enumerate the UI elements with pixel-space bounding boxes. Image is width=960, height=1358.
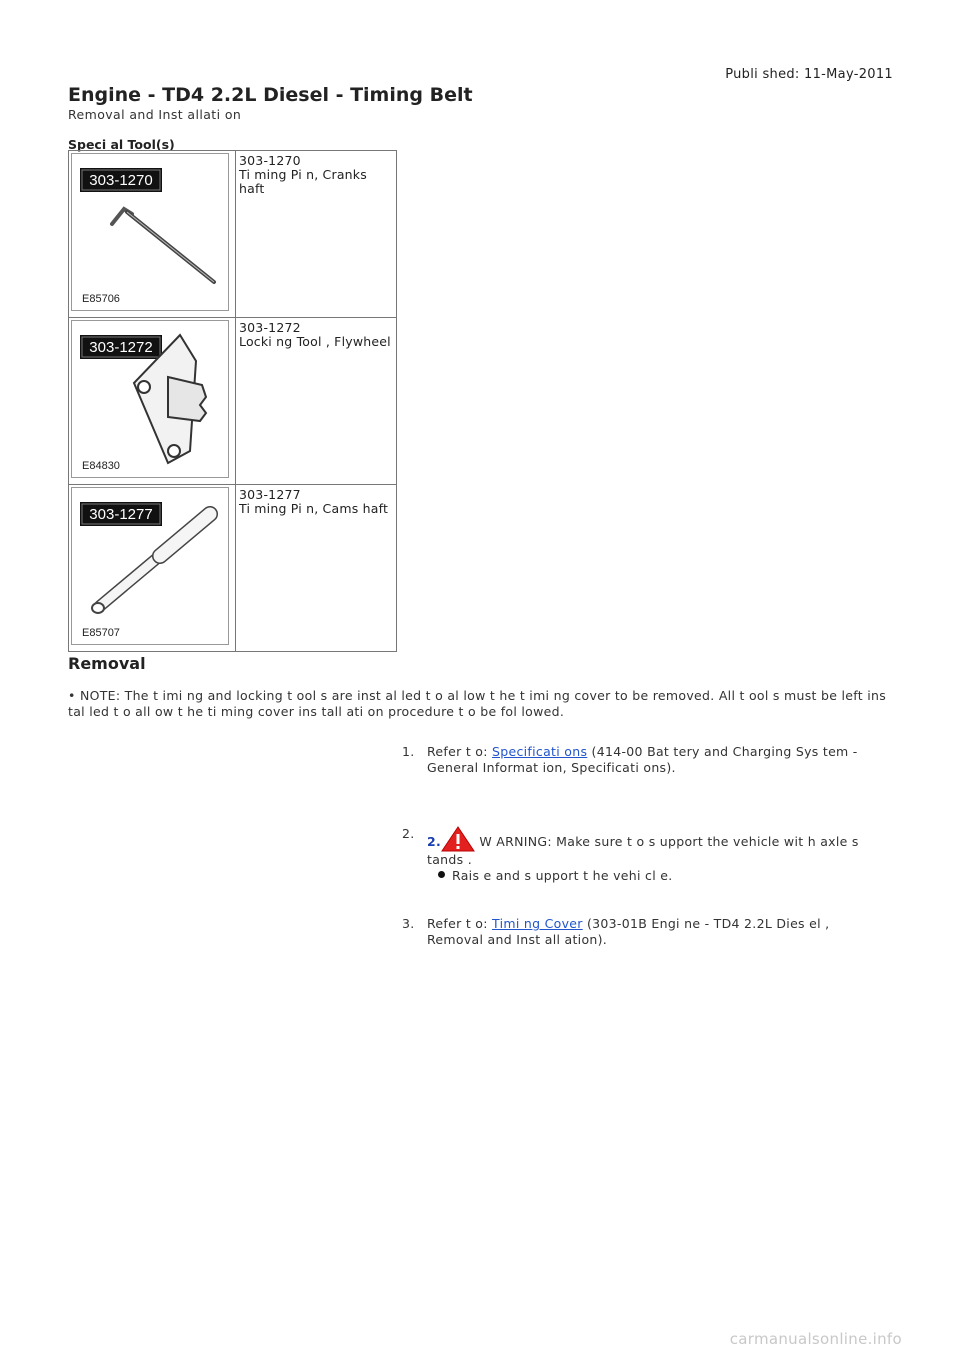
specifications-link[interactable]: Specificati ons	[492, 744, 588, 759]
tool-row	[69, 485, 397, 652]
tool-part-label: 303-1270	[89, 172, 153, 189]
step-number: 2.	[402, 826, 415, 841]
warning-triangle-icon	[441, 826, 475, 852]
tool-name: Ti ming Pi n, Cranks haft	[239, 167, 367, 196]
page-subtitle: Removal and Inst allati on	[68, 107, 242, 122]
special-tools-table	[68, 150, 397, 652]
special-tools-heading: Speci al Tool(s)	[68, 137, 175, 152]
warning-number: 2.	[427, 834, 442, 849]
tool-number: 303-1277	[239, 487, 301, 502]
crankshaft-timing-pin-icon	[71, 153, 229, 311]
step-body	[427, 826, 887, 868]
step-prefix: Refer t o:	[427, 916, 493, 931]
removal-heading: Removal	[68, 654, 146, 673]
bullet-dot	[438, 871, 445, 878]
tool-description-cell	[236, 318, 397, 485]
tool-image-code: E85707	[82, 627, 120, 639]
step-suffix: (414-00 Bat tery and Charging Sys tem - General Informat ion, Specificati ons).	[427, 744, 858, 775]
tool-image-cell	[69, 485, 236, 652]
timing-cover-link[interactable]: Timi ng Cover	[492, 916, 583, 931]
step-body	[427, 744, 887, 776]
tool-row	[69, 151, 397, 318]
flywheel-locking-tool-icon	[71, 320, 229, 478]
watermark: carmanualsonline.info	[729, 1330, 902, 1348]
tool-image-cell	[69, 318, 236, 485]
tool-image-code: E84830	[82, 460, 120, 472]
step-suffix: (303-01B Engi ne - TD4 2.2L Dies el , Removal and Inst all ation).	[427, 916, 830, 947]
camshaft-timing-pin-icon	[71, 487, 229, 645]
page-title: Engine - TD4 2.2L Diesel - Timing Belt	[68, 84, 473, 106]
tool-name: Locki ng Tool , Flywheel	[239, 334, 391, 349]
tool-part-label: 303-1277	[89, 506, 153, 523]
step-prefix: Refer t o:	[427, 744, 493, 759]
bullet-item	[452, 868, 673, 883]
tool-number: 303-1270	[239, 153, 301, 168]
tool-row	[69, 318, 397, 485]
tool-description-cell	[236, 151, 397, 318]
warning-text: W ARNING: Make sure t o s upport the vehicle wit h axle s tands .	[427, 834, 859, 867]
tool-description-cell	[236, 485, 397, 652]
tool-image-code: E85706	[82, 293, 120, 305]
step-number: 1.	[402, 744, 415, 759]
published-date: Publi shed: 11-May-2011	[725, 67, 893, 82]
tool-image-cell	[69, 151, 236, 318]
bullet-text: Rais e and s upport t he vehi cl e.	[452, 868, 673, 883]
tool-number: 303-1272	[239, 320, 301, 335]
tool-name: Ti ming Pi n, Cams haft	[239, 501, 389, 516]
tool-part-label: 303-1272	[89, 339, 153, 356]
step-number: 3.	[402, 916, 415, 931]
removal-note: • NOTE: The t imi ng and locking t ool s are inst al led t o al low t he t imi ng cover to be removed. All t ool s must be left ins tal led t o all ow t he ti ming cover ins tall ati on procedure t o be fol lowed.	[68, 688, 887, 719]
step-body	[427, 916, 887, 948]
